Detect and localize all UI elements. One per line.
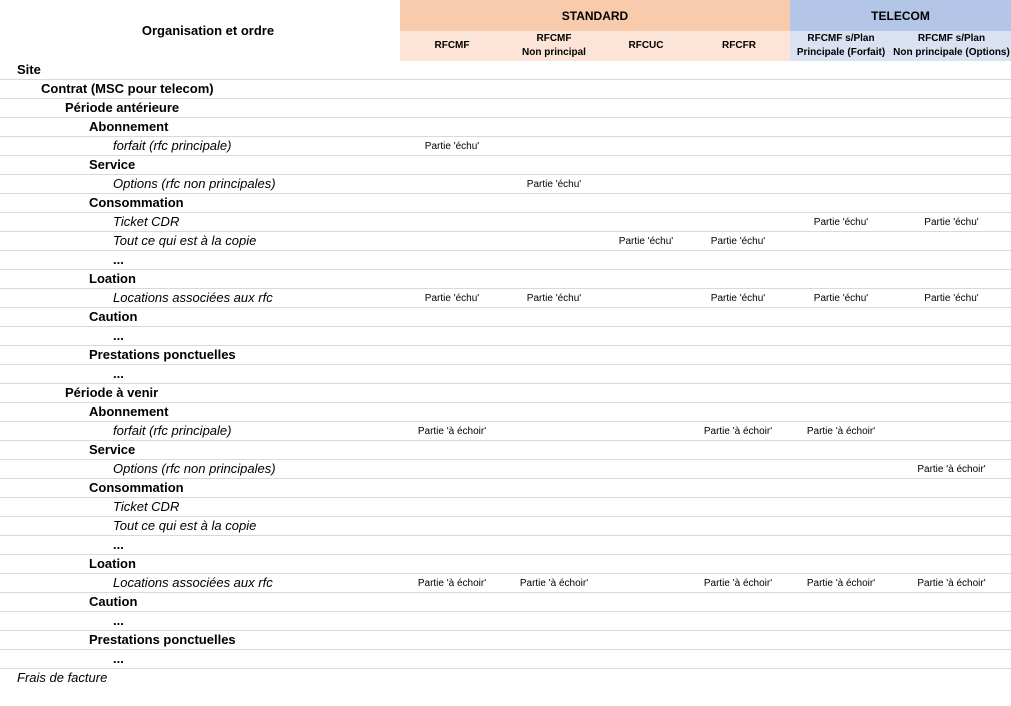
row-label: ... <box>113 252 124 267</box>
table-row <box>0 232 1011 251</box>
row-label: Prestations ponctuelles <box>89 347 236 362</box>
column-header-telecom-principale <box>790 31 892 61</box>
table-cell: Partie 'échu' <box>813 293 869 304</box>
row-label: Prestations ponctuelles <box>89 632 236 647</box>
row-label: Contrat (MSC pour telecom) <box>41 81 214 96</box>
row-label: ... <box>113 366 124 381</box>
table-row <box>0 460 1011 479</box>
table-cell: Partie 'échu' <box>424 141 480 152</box>
table-cell: Partie 'échu' <box>924 293 979 304</box>
table-row <box>0 574 1011 593</box>
table-cell: Partie 'à échoir' <box>917 464 986 475</box>
table-row <box>0 137 1011 156</box>
table-cell: Partie 'échu' <box>710 236 766 247</box>
header-title: Organisation et ordre <box>141 23 275 38</box>
row-label: Options (rfc non principales) <box>113 176 276 191</box>
table-cell: Partie 'échu' <box>424 293 480 304</box>
table-row <box>0 270 1011 289</box>
table-row <box>0 479 1011 498</box>
table-row <box>0 80 1011 99</box>
table-row <box>0 669 1011 688</box>
row-label: ... <box>113 537 124 552</box>
table-cell: Partie 'à échoir' <box>417 578 487 589</box>
table-row <box>0 650 1011 669</box>
table-cell: Partie 'à échoir' <box>806 578 876 589</box>
row-label: Ticket CDR <box>113 214 180 229</box>
row-label: Ticket CDR <box>113 499 180 514</box>
telecom-group-header: TELECOM <box>790 0 1011 31</box>
row-label: Tout ce qui est à la copie <box>113 518 257 533</box>
row-label: Options (rfc non principales) <box>113 461 276 476</box>
row-label: Service <box>89 157 136 172</box>
table-row <box>0 441 1011 460</box>
table-cell: Partie 'à échoir' <box>806 426 876 437</box>
column-header-line: RFCUC <box>628 40 664 51</box>
column-header-line: Principale (Forfait) <box>796 47 886 58</box>
row-label: ... <box>113 328 124 343</box>
table-cell: Partie 'échu' <box>813 217 869 228</box>
table-row <box>0 422 1011 441</box>
table-cell: Partie 'à échoir' <box>417 426 487 437</box>
table-body <box>0 61 1011 688</box>
column-header-rfcuc <box>604 31 688 61</box>
row-label: Locations associées aux rfc <box>113 290 273 305</box>
table-row <box>0 99 1011 118</box>
table-cell: Partie 'à échoir' <box>917 578 986 589</box>
column-header-line: RFCMF s/Plan <box>917 33 986 44</box>
column-header-line: RFCMF s/Plan <box>807 33 875 44</box>
column-header-line: RFCFR <box>722 40 756 51</box>
table-row <box>0 384 1011 403</box>
table-cell: Partie 'échu' <box>526 179 582 190</box>
table-row <box>0 365 1011 384</box>
row-label: Frais de facture <box>17 670 108 685</box>
row-label: Consommation <box>89 480 184 495</box>
table-row <box>0 612 1011 631</box>
table-row <box>0 251 1011 270</box>
column-header-rfcmf <box>400 31 504 61</box>
table-cell: Partie 'échu' <box>618 236 674 247</box>
table-row <box>0 289 1011 308</box>
row-label: Abonnement <box>89 119 169 134</box>
row-label: Abonnement <box>89 404 169 419</box>
row-label: Service <box>89 442 136 457</box>
table-row <box>0 403 1011 422</box>
standard-group-header: STANDARD <box>400 0 790 31</box>
row-label: Site <box>17 62 41 77</box>
table-cell: Partie 'échu' <box>710 293 766 304</box>
table-cell: Partie 'échu' <box>526 293 582 304</box>
column-header-rfcmf-non-principal <box>504 31 604 61</box>
table-row <box>0 593 1011 612</box>
row-label: Caution <box>89 594 138 609</box>
column-header-rfcfr <box>688 31 790 61</box>
table-row <box>0 517 1011 536</box>
table-row <box>0 61 1011 80</box>
table-cell: Partie 'à échoir' <box>519 578 589 589</box>
table-row <box>0 308 1011 327</box>
row-label: Locations associées aux rfc <box>113 575 273 590</box>
table-row <box>0 175 1011 194</box>
row-label: Tout ce qui est à la copie <box>113 233 257 248</box>
row-label: ... <box>113 651 124 666</box>
row-label: forfait (rfc principale) <box>113 138 232 153</box>
column-header-line: Non principale (Options) <box>893 47 1010 58</box>
table-row <box>0 536 1011 555</box>
row-label: Consommation <box>89 195 184 210</box>
table-row <box>0 346 1011 365</box>
row-label: ... <box>113 613 124 628</box>
table-cell: Partie 'échu' <box>924 217 979 228</box>
table-row <box>0 498 1011 517</box>
column-header-telecom-non-principale <box>892 31 1011 61</box>
table-row <box>0 327 1011 346</box>
column-header-line: RFCMF <box>536 33 572 44</box>
row-label: Période antérieure <box>65 100 180 115</box>
table-row <box>0 213 1011 232</box>
table-row <box>0 555 1011 574</box>
table-row <box>0 156 1011 175</box>
table-cell: Partie 'à échoir' <box>703 578 773 589</box>
row-label: forfait (rfc principale) <box>113 423 232 438</box>
row-label: Période à venir <box>65 385 159 400</box>
table-row <box>0 118 1011 137</box>
row-label: Caution <box>89 309 138 324</box>
column-header-line: RFCMF <box>434 40 470 51</box>
row-label: Loation <box>89 271 136 286</box>
table-cell: Partie 'à échoir' <box>703 426 773 437</box>
column-header-line: Non principal <box>522 47 586 58</box>
table-row <box>0 194 1011 213</box>
row-label: Loation <box>89 556 136 571</box>
table-row <box>0 631 1011 650</box>
